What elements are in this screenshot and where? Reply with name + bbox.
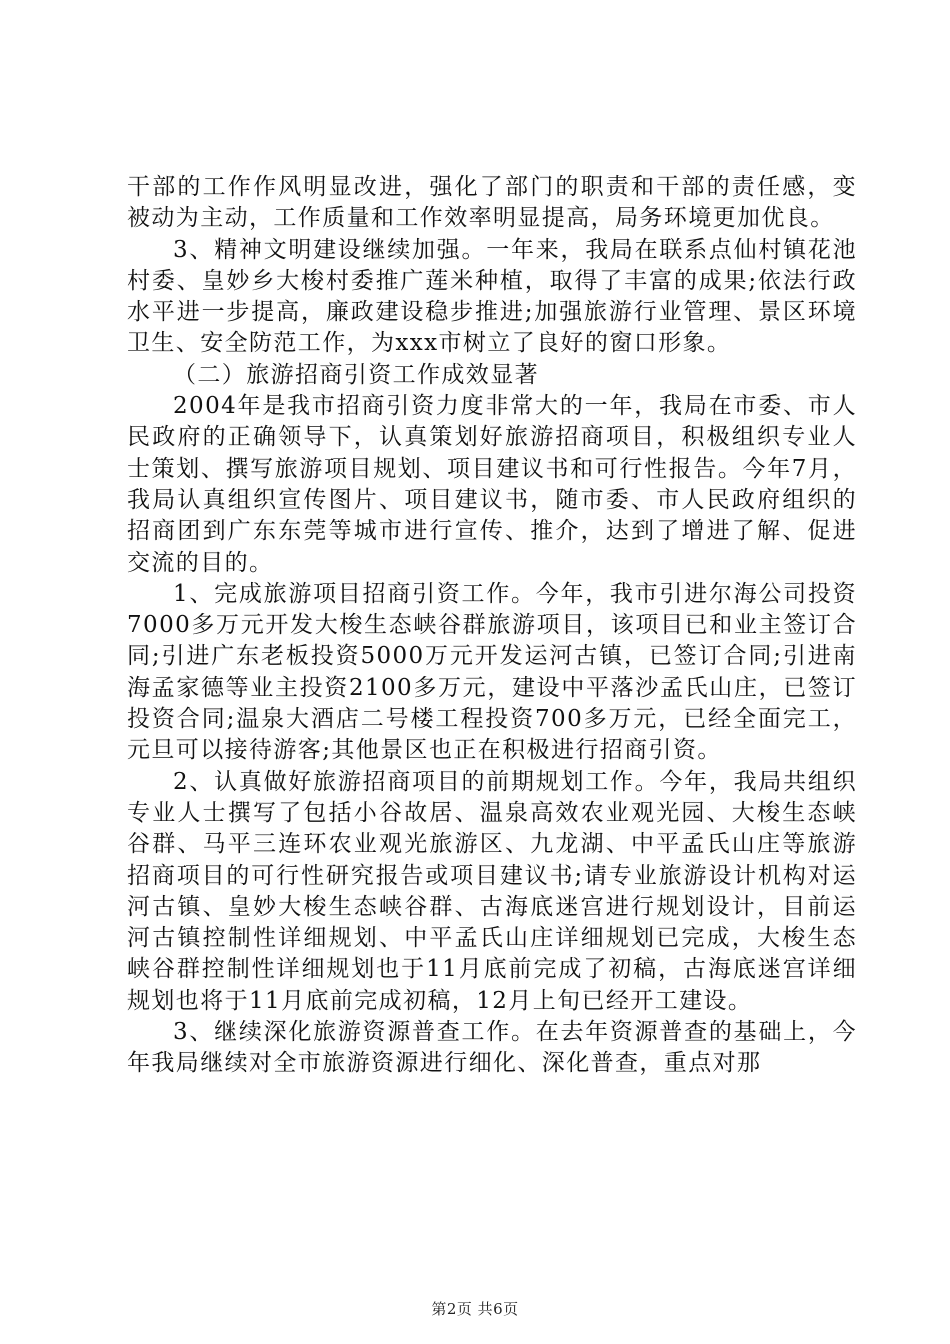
paragraph-2004-overview: 2004年是我市招商引资力度非常大的一年，我局在市委、市人民政府的正确领导下，认真策划好旅游招商项目，积极组织专业人士策划、撰写旅游项目规划、项目建议书和可行性报告。今年7月，我局认真组织宣传图片、项目建议书，随市委、市人民政府组织的招商团到广东东莞等城市进行宣传、推介，达到了增进了解、促进交流的目的。 bbox=[127, 393, 857, 576]
paragraph-item-2-planning: 2、认真做好旅游招商项目的前期规划工作。今年，我局共组织专业人士撰写了包括小谷故居、温泉高效农业观光园、大梭生态峡谷群、马平三连环农业观光旅游区、九龙湖、中平孟氏山庄等旅游招商项目的可行性研究报告或项目建议书;请专业旅游设计机构对运河古镇、皇妙大梭生态峡谷群、古海底迷宫进行规划设计，目前运河古镇控制性详细规划、中平孟氏山庄详细规划已完成，大梭生态峡谷群控制性详细规划也于11月底前完成了初稿，古海底迷宫详细规划也将于11月底前完成初稿，12月上旬已经开工建设。 bbox=[127, 768, 857, 1014]
page-number-label: 第2页 共6页 bbox=[431, 1300, 519, 1318]
paragraph-item-1-projects: 1、完成旅游项目招商引资工作。今年，我市引进尔海公司投资7000多万元开发大梭生态峡谷群旅游项目，该项目已和业主签订合同;引进广东老板投资5000万元开发运河古镇，已签订合同;引进南海孟家德等业主投资2100多万元，建设中平落沙孟氏山庄，已签订投资合同;温泉大酒店二号楼工程投资700多万元，已经全面完工，元旦可以接待游客;其他景区也正在积极进行招商引资。 bbox=[127, 580, 857, 764]
document-body bbox=[127, 172, 857, 1080]
paragraph-continuation: 干部的工作作风明显改进，强化了部门的职责和干部的责任感，变被动为主动，工作质量和工作效率明显提高，局务环境更加优良。 bbox=[127, 174, 857, 232]
paragraph-item-3-resource-survey: 3、继续深化旅游资源普查工作。在去年资源普查的基础上，今年我局继续对全市旅游资源进行细化、深化普查，重点对那 bbox=[127, 1019, 857, 1077]
page-footer bbox=[0, 1298, 950, 1319]
paragraph-spiritual-civilization: 3、精神文明建设继续加强。一年来，我局在联系点仙村镇花池村委、皇妙乡大梭村委推广莲米种植，取得了丰富的成果;依法行政水平进一步提高，廉政建设稳步推进;加强旅游行业管理、景区环境卫生、安全防范工作，为xxx市树立了良好的窗口形象。 bbox=[127, 236, 857, 357]
section-heading-investment: （二）旅游招商引资工作成效显著 bbox=[173, 361, 539, 388]
